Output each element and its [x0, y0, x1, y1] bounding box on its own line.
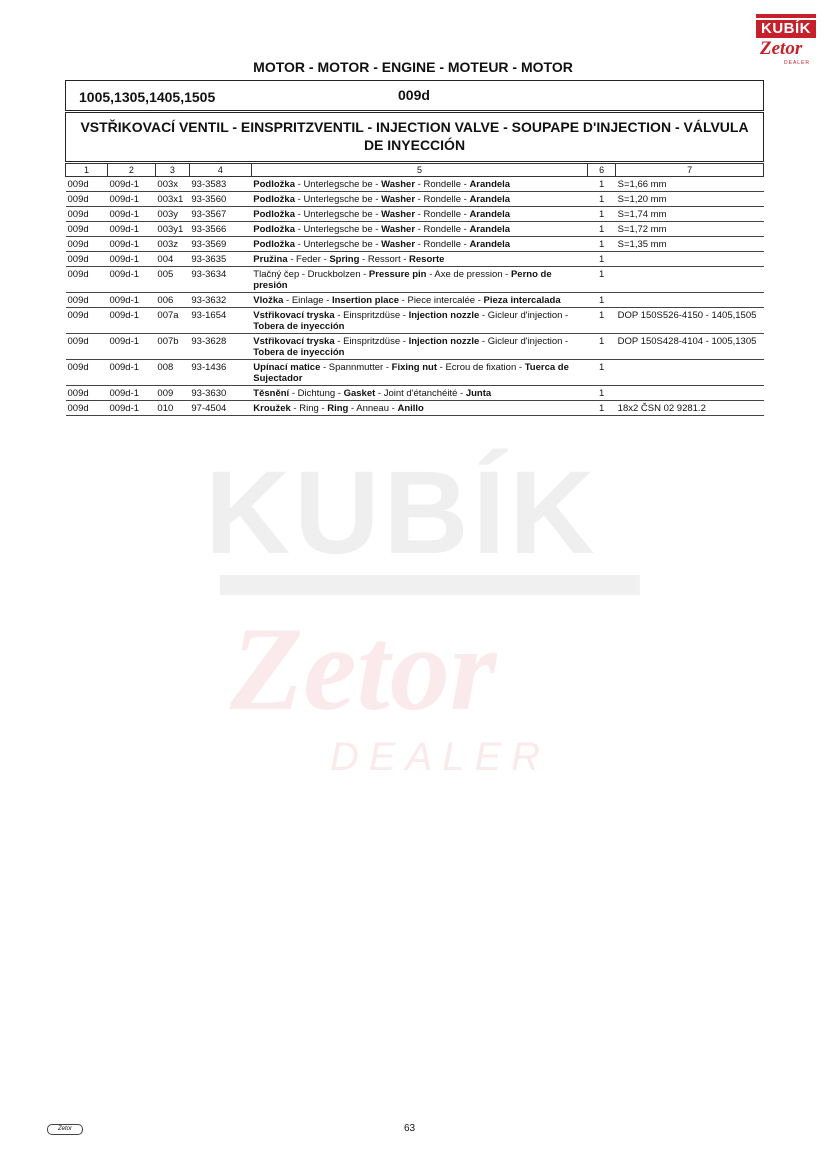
- cell-part-number: 97-4504: [189, 401, 251, 416]
- cell-note: S=1,74 mm: [616, 207, 764, 222]
- description-text: - Unterlegsche be -: [295, 194, 382, 205]
- cell-quantity: 1: [588, 237, 616, 252]
- description-text: - Einspritzdüse -: [334, 310, 409, 321]
- description-term: Upínací matice: [253, 362, 321, 373]
- col-header-2: 2: [107, 164, 155, 177]
- cell-part-number: 93-1654: [189, 308, 251, 334]
- watermark-dealer: DEALER: [330, 735, 551, 779]
- cell-note: 18x2 ČSN 02 9281.2: [616, 401, 764, 416]
- cell-position: 010: [155, 401, 189, 416]
- cell-subgroup: 009d-1: [107, 308, 155, 334]
- cell-group: 009d: [66, 237, 108, 252]
- description-term: Injection nozzle: [408, 310, 480, 321]
- cell-note: DOP 150S428-4104 - 1005,1305: [616, 334, 764, 360]
- cell-subgroup: 009d-1: [107, 267, 155, 293]
- col-header-3: 3: [155, 164, 189, 177]
- description-term: Perno de presión: [253, 269, 552, 291]
- cell-quantity: 1: [588, 267, 616, 293]
- cell-part-number: 93-3635: [189, 252, 251, 267]
- table-row: [66, 308, 764, 334]
- table-row: [66, 334, 764, 360]
- table-row: [66, 252, 764, 267]
- cell-part-number: 93-3569: [189, 237, 251, 252]
- cell-quantity: 1: [588, 334, 616, 360]
- description-term: Podložka: [253, 209, 295, 220]
- table-row: [66, 267, 764, 293]
- description-term: Kroužek: [253, 403, 291, 414]
- description-term: Podložka: [253, 194, 295, 205]
- cell-part-number: 93-3632: [189, 293, 251, 308]
- description-term: Podložka: [253, 239, 295, 250]
- description-text: - Dichtung -: [289, 388, 344, 399]
- cell-quantity: 1: [588, 401, 616, 416]
- watermark: [180, 400, 640, 780]
- cell-group: 009d: [66, 334, 108, 360]
- page-title: MOTOR - MOTOR - ENGINE - MOTEUR - MOTOR: [253, 59, 573, 75]
- cell-description: [251, 252, 587, 267]
- cell-part-number: 93-3560: [189, 192, 251, 207]
- description-term: Washer: [381, 224, 416, 235]
- cell-quantity: 1: [588, 308, 616, 334]
- col-header-5: 5: [251, 164, 587, 177]
- description-text: Tlačný čep - Druckbolzen -: [253, 269, 369, 280]
- description-text: - Rondelle -: [415, 239, 470, 250]
- description-term: Arandela: [469, 209, 511, 220]
- cell-description: [251, 177, 587, 192]
- cell-part-number: 93-3628: [189, 334, 251, 360]
- cell-note: S=1,66 mm: [616, 177, 764, 192]
- cell-position: 007b: [155, 334, 189, 360]
- cell-quantity: 1: [588, 207, 616, 222]
- description-term: Vstřikovací tryska: [253, 336, 335, 347]
- logo-dealer: DEALER: [784, 60, 811, 66]
- col-header-6: 6: [588, 164, 616, 177]
- cell-group: 009d: [66, 386, 108, 401]
- cell-group: 009d: [66, 267, 108, 293]
- description-text: - Axe de pression -: [426, 269, 511, 280]
- cell-position: 003z: [155, 237, 189, 252]
- description-text: - Spannmutter -: [320, 362, 392, 373]
- cell-group: 009d: [66, 207, 108, 222]
- model-list: 1005,1305,1405,1505: [79, 89, 216, 105]
- description-text: - Unterlegsche be -: [295, 179, 382, 190]
- description-term: Pressure pin: [368, 269, 427, 280]
- description-text: - Feder -: [287, 254, 330, 265]
- cell-description: [251, 308, 587, 334]
- col-header-1: 1: [66, 164, 108, 177]
- cell-position: 006: [155, 293, 189, 308]
- cell-group: 009d: [66, 308, 108, 334]
- description-text: - Unterlegsche be -: [295, 224, 382, 235]
- cell-quantity: 1: [588, 252, 616, 267]
- description-text: - Ecrou de fixation -: [437, 362, 525, 373]
- description-term: Gasket: [343, 388, 376, 399]
- parts-table: [65, 163, 764, 416]
- cell-position: 008: [155, 360, 189, 386]
- cell-description: [251, 334, 587, 360]
- description-term: Těsnění: [253, 388, 290, 399]
- description-text: - Unterlegsche be -: [295, 239, 382, 250]
- description-term: Washer: [381, 179, 416, 190]
- cell-subgroup: 009d-1: [107, 386, 155, 401]
- description-text: - Unterlegsche be -: [295, 209, 382, 220]
- footer-logo: Zetor: [47, 1124, 83, 1135]
- cell-group: 009d: [66, 360, 108, 386]
- model-box: [65, 80, 764, 111]
- description-term: Podložka: [253, 224, 295, 235]
- description-term: Pružina: [253, 254, 288, 265]
- cell-note: [616, 293, 764, 308]
- table-row: [66, 360, 764, 386]
- parts-table-body: [66, 177, 764, 416]
- cell-subgroup: 009d-1: [107, 237, 155, 252]
- cell-group: 009d: [66, 222, 108, 237]
- table-row: [66, 177, 764, 192]
- description-term: Washer: [381, 194, 416, 205]
- description-term: Vstřikovací tryska: [253, 310, 335, 321]
- description-term: Washer: [381, 209, 416, 220]
- cell-quantity: 1: [588, 177, 616, 192]
- watermark-brand: KUBÍK: [205, 447, 599, 579]
- table-row: [66, 401, 764, 416]
- cell-group: 009d: [66, 293, 108, 308]
- cell-group: 009d: [66, 192, 108, 207]
- cell-group: 009d: [66, 401, 108, 416]
- cell-subgroup: 009d-1: [107, 334, 155, 360]
- cell-subgroup: 009d-1: [107, 360, 155, 386]
- table-row: [66, 222, 764, 237]
- description-text: - Anneau -: [348, 403, 398, 414]
- cell-subgroup: 009d-1: [107, 192, 155, 207]
- cell-subgroup: 009d-1: [107, 222, 155, 237]
- cell-note: S=1,20 mm: [616, 192, 764, 207]
- cell-position: 003y1: [155, 222, 189, 237]
- description-text: - Rondelle -: [415, 194, 470, 205]
- cell-note: [616, 252, 764, 267]
- cell-note: S=1,35 mm: [616, 237, 764, 252]
- description-term: Fixing nut: [391, 362, 438, 373]
- group-code: 009d: [398, 87, 430, 103]
- cell-description: [251, 293, 587, 308]
- cell-part-number: 93-3567: [189, 207, 251, 222]
- description-term: Insertion place: [331, 295, 400, 306]
- cell-group: 009d: [66, 177, 108, 192]
- cell-part-number: 93-3566: [189, 222, 251, 237]
- description-text: - Rondelle -: [415, 209, 470, 220]
- cell-note: S=1,72 mm: [616, 222, 764, 237]
- description-term: Injection nozzle: [408, 336, 480, 347]
- table-row: [66, 207, 764, 222]
- section-title: VSTŘIKOVACÍ VENTIL - EINSPRITZVENTIL - INJECTION VALVE - SOUPAPE D'INJECTION - VÁLVULA DE INYECCIÓN: [80, 119, 749, 153]
- cell-position: 009: [155, 386, 189, 401]
- cell-quantity: 1: [588, 293, 616, 308]
- cell-subgroup: 009d-1: [107, 293, 155, 308]
- cell-position: 007a: [155, 308, 189, 334]
- cell-note: DOP 150S526-4150 - 1405,1505: [616, 308, 764, 334]
- cell-description: [251, 267, 587, 293]
- cell-description: [251, 192, 587, 207]
- section-title-box: [65, 112, 764, 162]
- page-number: 63: [404, 1123, 416, 1134]
- cell-position: 005: [155, 267, 189, 293]
- cell-group: 009d: [66, 252, 108, 267]
- description-term: Washer: [381, 239, 416, 250]
- logo-brand: KUBÍK: [756, 20, 816, 38]
- description-text: - Joint d'étanchéité -: [375, 388, 466, 399]
- description-term: Podložka: [253, 179, 295, 190]
- cell-part-number: 93-3634: [189, 267, 251, 293]
- description-term: Pieza intercalada: [483, 295, 561, 306]
- table-row: [66, 386, 764, 401]
- description-term: Tobera de inyección: [253, 321, 345, 332]
- watermark-zetor: Zetor: [230, 602, 497, 735]
- cell-quantity: 1: [588, 386, 616, 401]
- cell-description: [251, 207, 587, 222]
- cell-subgroup: 009d-1: [107, 207, 155, 222]
- watermark-bar: [220, 575, 640, 595]
- cell-quantity: 1: [588, 360, 616, 386]
- description-text: - Gicleur d'injection -: [479, 336, 569, 347]
- description-term: Arandela: [469, 179, 511, 190]
- cell-description: [251, 222, 587, 237]
- description-term: Tobera de inyección: [253, 347, 345, 358]
- cell-position: 003x1: [155, 192, 189, 207]
- logo-zetor: Zetor: [760, 38, 803, 59]
- col-header-4: 4: [189, 164, 251, 177]
- description-text: - Rondelle -: [415, 179, 470, 190]
- cell-position: 003y: [155, 207, 189, 222]
- description-text: - Gicleur d'injection -: [479, 310, 569, 321]
- cell-position: 004: [155, 252, 189, 267]
- cell-part-number: 93-3630: [189, 386, 251, 401]
- description-term: Arandela: [469, 239, 511, 250]
- description-text: - Piece intercalée -: [399, 295, 484, 306]
- table-row: [66, 237, 764, 252]
- cell-position: 003x: [155, 177, 189, 192]
- description-term: Arandela: [469, 194, 511, 205]
- table-row: [66, 192, 764, 207]
- description-text: - Einlage -: [283, 295, 332, 306]
- description-term: Tuerca de Sujectador: [253, 362, 569, 384]
- cell-note: [616, 267, 764, 293]
- description-term: Junta: [465, 388, 492, 399]
- cell-note: [616, 386, 764, 401]
- cell-part-number: 93-1436: [189, 360, 251, 386]
- description-text: - Einspritzdüse -: [334, 336, 409, 347]
- cell-description: [251, 360, 587, 386]
- cell-quantity: 1: [588, 192, 616, 207]
- cell-quantity: 1: [588, 222, 616, 237]
- cell-description: [251, 386, 587, 401]
- table-row: [66, 293, 764, 308]
- cell-subgroup: 009d-1: [107, 177, 155, 192]
- cell-description: [251, 401, 587, 416]
- cell-subgroup: 009d-1: [107, 252, 155, 267]
- description-text: - Rondelle -: [415, 224, 470, 235]
- description-term: Spring: [329, 254, 360, 265]
- table-header-row: [66, 164, 764, 177]
- col-header-7: 7: [616, 164, 764, 177]
- cell-description: [251, 237, 587, 252]
- description-term: Vložka: [253, 295, 284, 306]
- description-term: Anillo: [397, 403, 424, 414]
- cell-note: [616, 360, 764, 386]
- logo-stripe: [756, 14, 816, 18]
- cell-part-number: 93-3583: [189, 177, 251, 192]
- cell-subgroup: 009d-1: [107, 401, 155, 416]
- description-term: Ring: [327, 403, 349, 414]
- description-term: Arandela: [469, 224, 511, 235]
- description-text: - Ressort -: [359, 254, 410, 265]
- description-term: Resorte: [409, 254, 445, 265]
- description-text: - Ring -: [290, 403, 328, 414]
